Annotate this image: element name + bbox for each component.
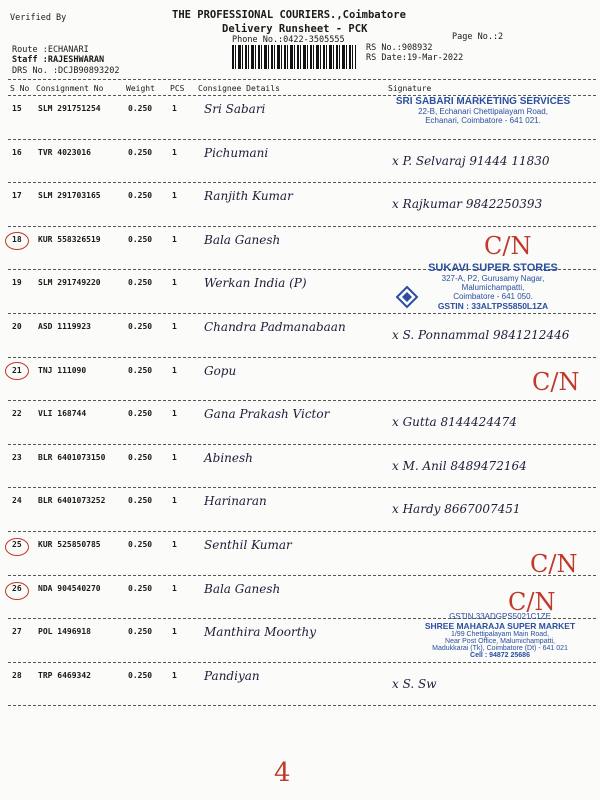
row-weight: 0.250	[128, 583, 153, 593]
row-rule	[8, 444, 596, 445]
row-signature: x Gutta 8144424474	[392, 415, 517, 430]
verified-by-label: Verified By	[10, 13, 67, 23]
stamp-line: 327-A, P2, Gurusamy Nagar,	[441, 274, 545, 283]
row-pcs: 1	[172, 147, 177, 157]
row-consignment: VLI 168744	[38, 409, 87, 419]
row-rule	[8, 487, 596, 488]
phone-number: Phone No.:0422-3505555	[232, 35, 345, 45]
stamp-line: Cell : 94872 25686	[470, 652, 530, 659]
row-rule	[8, 226, 596, 227]
row-sno: 17	[12, 191, 22, 201]
row-pcs: 1	[172, 452, 177, 462]
stamp-line: Near Post Office, Malumichampatti,	[445, 638, 555, 645]
row-sno: 18	[12, 234, 22, 244]
circle-mark	[5, 232, 29, 250]
row-consignee: Pichumani	[204, 145, 269, 160]
stamp-line: 1/99 Chettipalayam Main Road,	[450, 631, 550, 638]
row-consignment: NDA 904540270	[38, 583, 101, 593]
row-pcs: 1	[172, 104, 177, 113]
row-consignment: SLM 291749220	[38, 278, 101, 288]
stamp-maharaja	[402, 612, 598, 659]
circle-mark	[5, 582, 29, 600]
row-signature: x S. Ponnammal 9841212446	[392, 328, 570, 342]
row-sno: 26	[12, 583, 22, 593]
row-weight: 0.250	[128, 452, 153, 462]
row-weight: 0.250	[128, 496, 153, 506]
row-sno: 19	[12, 278, 22, 288]
runsheet-title: Delivery Runsheet - PCK	[222, 23, 368, 35]
stamp-line: Madukkarai (Tk), Coimbatore (Dt) - 641 021	[432, 645, 568, 652]
col-pcs: PCS	[170, 84, 185, 93]
row-rule	[8, 400, 596, 401]
row-consignment: ASD 1119923	[38, 322, 91, 331]
row-sno: 23	[12, 452, 22, 462]
company-title: THE PROFESSIONAL COURIERS.,Coimbatore	[172, 9, 406, 21]
cn-annotation: C/N	[484, 232, 532, 260]
row-rule	[8, 705, 596, 706]
row-rule	[8, 531, 596, 532]
row-weight: 0.250	[128, 670, 153, 680]
row-consignee: Gopu	[204, 363, 237, 378]
row-consignee: Gana Prakash Victor	[204, 407, 330, 422]
cn-annotation: C/N	[532, 368, 580, 396]
header-top-rule	[8, 79, 596, 80]
row-consignee: Senthil Kumar	[204, 538, 292, 552]
row-consignee: Werkan India (P)	[204, 276, 307, 291]
row-consignment: BLR 6401073252	[38, 496, 106, 506]
row-weight: 0.250	[128, 627, 153, 637]
row-consignment: KUR 525850785	[38, 540, 101, 549]
route: Route :ECHANARI	[12, 45, 89, 55]
row-pcs: 1	[172, 670, 177, 680]
rs-date: RS Date:19-Mar-2022	[366, 53, 464, 63]
stamp-line: SUKAVI SUPER STORES	[428, 262, 558, 274]
row-pcs: 1	[172, 409, 177, 419]
row-rule	[8, 575, 596, 576]
row-weight: 0.250	[128, 540, 153, 549]
row-consignee: Abinesh	[204, 450, 253, 465]
stamp-line: SRI SABARI MARKETING SERVICES	[395, 96, 571, 107]
row-rule	[8, 662, 596, 663]
stamp-sukavi	[408, 262, 578, 311]
col-weight: Weight	[126, 84, 155, 93]
row-sno: 16	[12, 147, 22, 157]
row-consignee: Bala Ganesh	[204, 232, 281, 247]
row-signature: x S. Sw	[392, 676, 437, 691]
row-pcs: 1	[172, 234, 177, 244]
row-consignment: BLR 6401073150	[38, 452, 106, 462]
col-consignment: Consignment No	[36, 84, 104, 93]
row-sno: 28	[12, 670, 22, 680]
barcode	[232, 45, 356, 69]
row-pcs: 1	[172, 496, 177, 506]
row-consignment: TNJ 111090	[38, 365, 87, 375]
row-signature: x P. Selvaraj 91444 11830	[392, 153, 550, 168]
row-rule	[8, 139, 596, 140]
row-consignment: SLM 291703165	[38, 191, 101, 201]
drs-number: DRS No. :DCJB90893202	[12, 66, 120, 76]
row-weight: 0.250	[128, 147, 153, 157]
stamp-line: GSTIN : 33ALTPS5850L1ZA	[437, 301, 549, 311]
row-consignment: SLM 291751254	[38, 104, 101, 113]
page-mark: 4	[274, 758, 291, 788]
row-weight: 0.250	[128, 191, 153, 201]
row-pcs: 1	[172, 191, 177, 201]
row-pcs: 1	[172, 627, 177, 637]
staff: Staff :RAJESHWARAN	[12, 55, 105, 65]
row-consignee: Pandiyan	[204, 668, 260, 683]
row-pcs: 1	[172, 322, 177, 331]
row-sno: 15	[12, 104, 22, 113]
stamp-line: 22-B, Echanari Chettipalayam Road,	[418, 107, 548, 116]
row-rule	[8, 313, 596, 314]
row-weight: 0.250	[128, 365, 153, 375]
row-sno: 20	[12, 322, 22, 331]
row-sno: 21	[12, 365, 22, 375]
row-sno: 22	[12, 409, 22, 419]
rs-number: RS No.:908932	[366, 43, 433, 53]
row-signature: x Hardy 8667007451	[392, 502, 521, 517]
row-consignee: Sri Sabari	[204, 102, 266, 116]
cn-annotation: C/N	[508, 588, 556, 616]
row-sno: 27	[12, 627, 22, 637]
row-signature: x Rajkumar 9842250393	[392, 197, 543, 212]
stamp-sabari	[388, 96, 578, 125]
row-consignment: TRP 6469342	[38, 670, 91, 680]
row-consignee: Harinaran	[204, 494, 267, 509]
row-signature: x M. Anil 8489472164	[392, 458, 527, 473]
stamp-line: Echanari, Coimbatore - 641 021.	[425, 116, 541, 125]
row-consignment: POL 1496918	[38, 627, 91, 637]
row-weight: 0.250	[128, 409, 153, 419]
stamp-line: Malumichampatti,	[461, 283, 525, 292]
circle-mark	[5, 538, 29, 556]
stamp-line: SHREE MAHARAJA SUPER MARKET	[424, 621, 576, 631]
row-consignee: Manthira Moorthy	[204, 625, 317, 640]
col-signature: Signature	[388, 84, 432, 93]
row-weight: 0.250	[128, 234, 153, 244]
row-consignee: Chandra Padmanabaan	[204, 320, 346, 334]
row-consignee: Bala Ganesh	[204, 581, 281, 596]
row-sno: 24	[12, 496, 22, 506]
col-consignee: Consignee Details	[198, 84, 280, 93]
row-sno: 25	[12, 540, 22, 549]
stamp-logo-icon	[395, 285, 419, 309]
row-rule	[8, 357, 596, 358]
circle-mark	[5, 362, 29, 380]
row-consignee: Ranjith Kumar	[204, 189, 293, 204]
row-rule	[8, 182, 596, 183]
cn-annotation: C/N	[530, 550, 578, 578]
row-pcs: 1	[172, 278, 177, 288]
stamp-line: Coimbatore - 641 050.	[453, 292, 533, 301]
page-number: Page No.:2	[452, 32, 504, 42]
row-consignment: TVR 4023016	[38, 147, 91, 157]
stamp-line: GSTIN 33ADGPS5021C1ZE	[449, 612, 551, 621]
row-weight: 0.250	[128, 322, 153, 331]
row-weight: 0.250	[128, 104, 153, 113]
row-pcs: 1	[172, 540, 177, 549]
row-pcs: 1	[172, 583, 177, 593]
row-weight: 0.250	[128, 278, 153, 288]
row-pcs: 1	[172, 365, 177, 375]
row-consignment: KUR 558326519	[38, 234, 101, 244]
col-sno: S No	[10, 84, 30, 93]
